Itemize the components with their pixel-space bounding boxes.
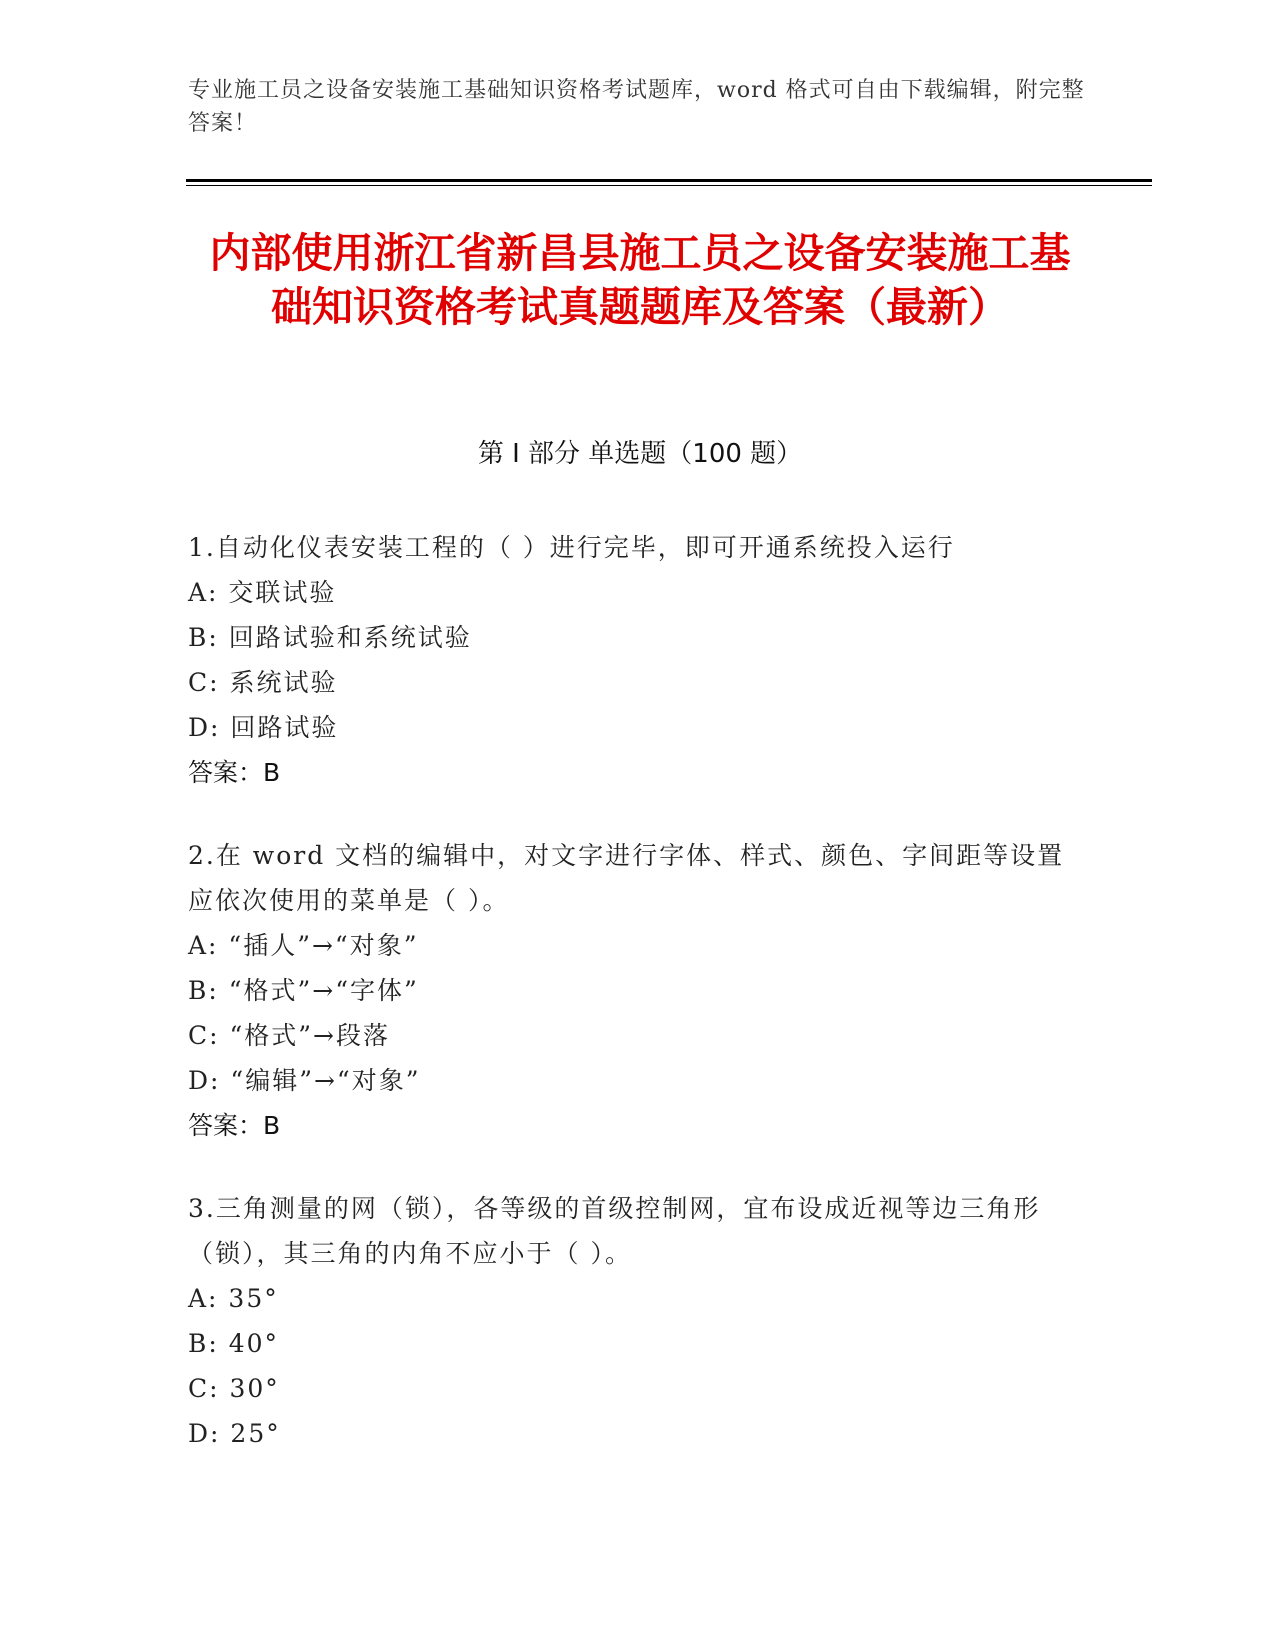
header-note: 专业施工员之设备安装施工基础知识资格考试题库，word 格式可自由下载编辑，附完整答案！ [188,78,1085,136]
question-stem: 1.自动化仪表安装工程的（ ）进行完毕，即可开通系统投入运行 [188,533,955,562]
question-1 [188,525,1088,795]
answer: 答案：B [188,758,281,787]
option-a: A: “插人”→“对象” [188,931,419,960]
option-b: B: 40° [188,1329,280,1358]
question-stem: 3.三角测量的网（锁），各等级的首级控制网，宜布设成近视等边三角形（锁），其三角的内角不应小于（ ）。 [188,1194,1041,1268]
question-3 [188,1186,1088,1456]
header-rule-thin [186,185,1152,186]
option-a: A: 35° [188,1284,279,1313]
header-rule-thick [186,179,1152,182]
section-title: 第 I 部分 单选题（100 题） [477,439,803,469]
question-list [188,525,1088,1494]
question-stem: 2.在 word 文档的编辑中，对文字进行字体、样式、颜色、字间距等设置应依次使用的菜单是（ ）。 [188,841,1065,915]
option-b: B: 回路试验和系统试验 [188,623,472,652]
answer: 答案：B [188,1111,281,1140]
document-title: 内部使用浙江省新昌县施工员之设备安装施工基础知识资格考试真题题库及答案（最新） [209,229,1071,331]
option-c: C: 系统试验 [188,668,338,697]
option-c: C: 30° [188,1374,280,1403]
option-d: D: “编辑”→“对象” [188,1066,421,1095]
option-a: A: 交联试验 [188,578,337,607]
question-2 [188,833,1088,1148]
option-c: C: “格式”→段落 [188,1021,391,1050]
option-d: D: 回路试验 [188,713,339,742]
option-b: B: “格式”→“字体” [188,976,419,1005]
option-d: D: 25° [188,1419,281,1448]
